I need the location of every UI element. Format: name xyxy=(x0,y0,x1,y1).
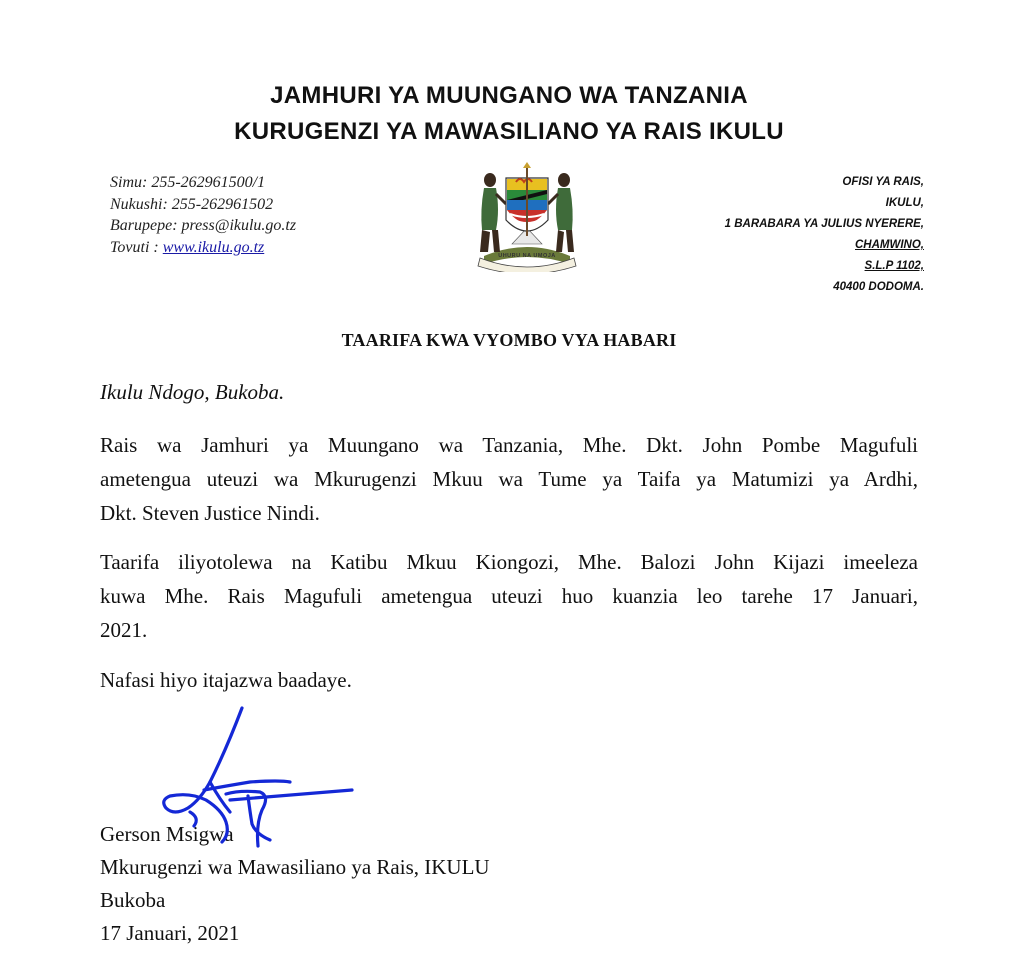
paragraph-3 xyxy=(100,663,918,697)
phone-text: Simu: 255-262961500/1 xyxy=(110,174,266,191)
website-link[interactable]: www.ikulu.go.tz xyxy=(162,238,265,256)
contact-block xyxy=(110,172,296,258)
address-line-4: CHAMWINO, xyxy=(855,239,924,251)
document-title: TAARIFA KWA VYOMBO VYA HABARI xyxy=(341,330,677,350)
paragraph-2 xyxy=(100,545,918,647)
fax-text: Nukushi: 255-262961502 xyxy=(110,195,274,213)
paragraph-1 xyxy=(100,428,918,530)
paragraph-1-line: Dkt. Steven Justice Nindi. xyxy=(100,501,320,525)
header-line-1: JAMHURI YA MUUNGANO WA TANZANIA xyxy=(270,82,748,109)
website-label: Tovuti : xyxy=(110,238,163,256)
paragraph-2-line: kuwa Mhe. Rais Magufuli ametengua uteuzi huo kuanzia leo tarehe 17 Januari, xyxy=(100,584,918,608)
crest-motto: UHURU NA UMOJA xyxy=(498,253,556,259)
address-block xyxy=(725,172,924,298)
address-line-5: S.L.P 1102, xyxy=(864,260,924,272)
paragraph-1-line: Rais wa Jamhuri ya Muungano wa Tanzania, Mhe. Dkt. John Pombe Magufuli xyxy=(100,433,918,457)
paragraph-2-line: Taarifa iliyotolewa na Katibu Mkuu Kiongozi, Mhe. Balozi John Kijazi imeeleza xyxy=(100,550,918,574)
address-line-6: 40400 DODOMA. xyxy=(833,281,924,293)
address-line-3: 1 BARABARA YA JULIUS NYERERE, xyxy=(724,218,924,230)
header-line-2: KURUGENZI YA MAWASILIANO YA RAIS IKULU xyxy=(234,118,784,145)
paragraph-2-line: 2021. xyxy=(100,618,148,642)
paragraph-1-line: ametengua uteuzi wa Mkurugenzi Mkuu wa Tume ya Taifa ya Matumizi ya Ardhi, xyxy=(100,467,918,491)
paragraph-3-line: Nafasi hiyo itajazwa baadaye. xyxy=(100,668,352,692)
signatory-name: Gerson Msigwa xyxy=(100,822,234,846)
website-row xyxy=(110,237,296,259)
address-line-2: IKULU, xyxy=(885,197,924,209)
signoff-date: 17 Januari, 2021 xyxy=(100,921,240,945)
document-place: Ikulu Ndogo, Bukoba. xyxy=(100,380,285,404)
email-text: Barupepe: press@ikulu.go.tz xyxy=(110,217,297,234)
signatory-position: Mkurugenzi wa Mawasiliano ya Rais, IKULU xyxy=(100,855,490,879)
signoff-location: Bukoba xyxy=(100,888,166,912)
handwritten-signature xyxy=(130,700,360,860)
address-line-1: OFISI YA RAIS, xyxy=(842,176,924,188)
